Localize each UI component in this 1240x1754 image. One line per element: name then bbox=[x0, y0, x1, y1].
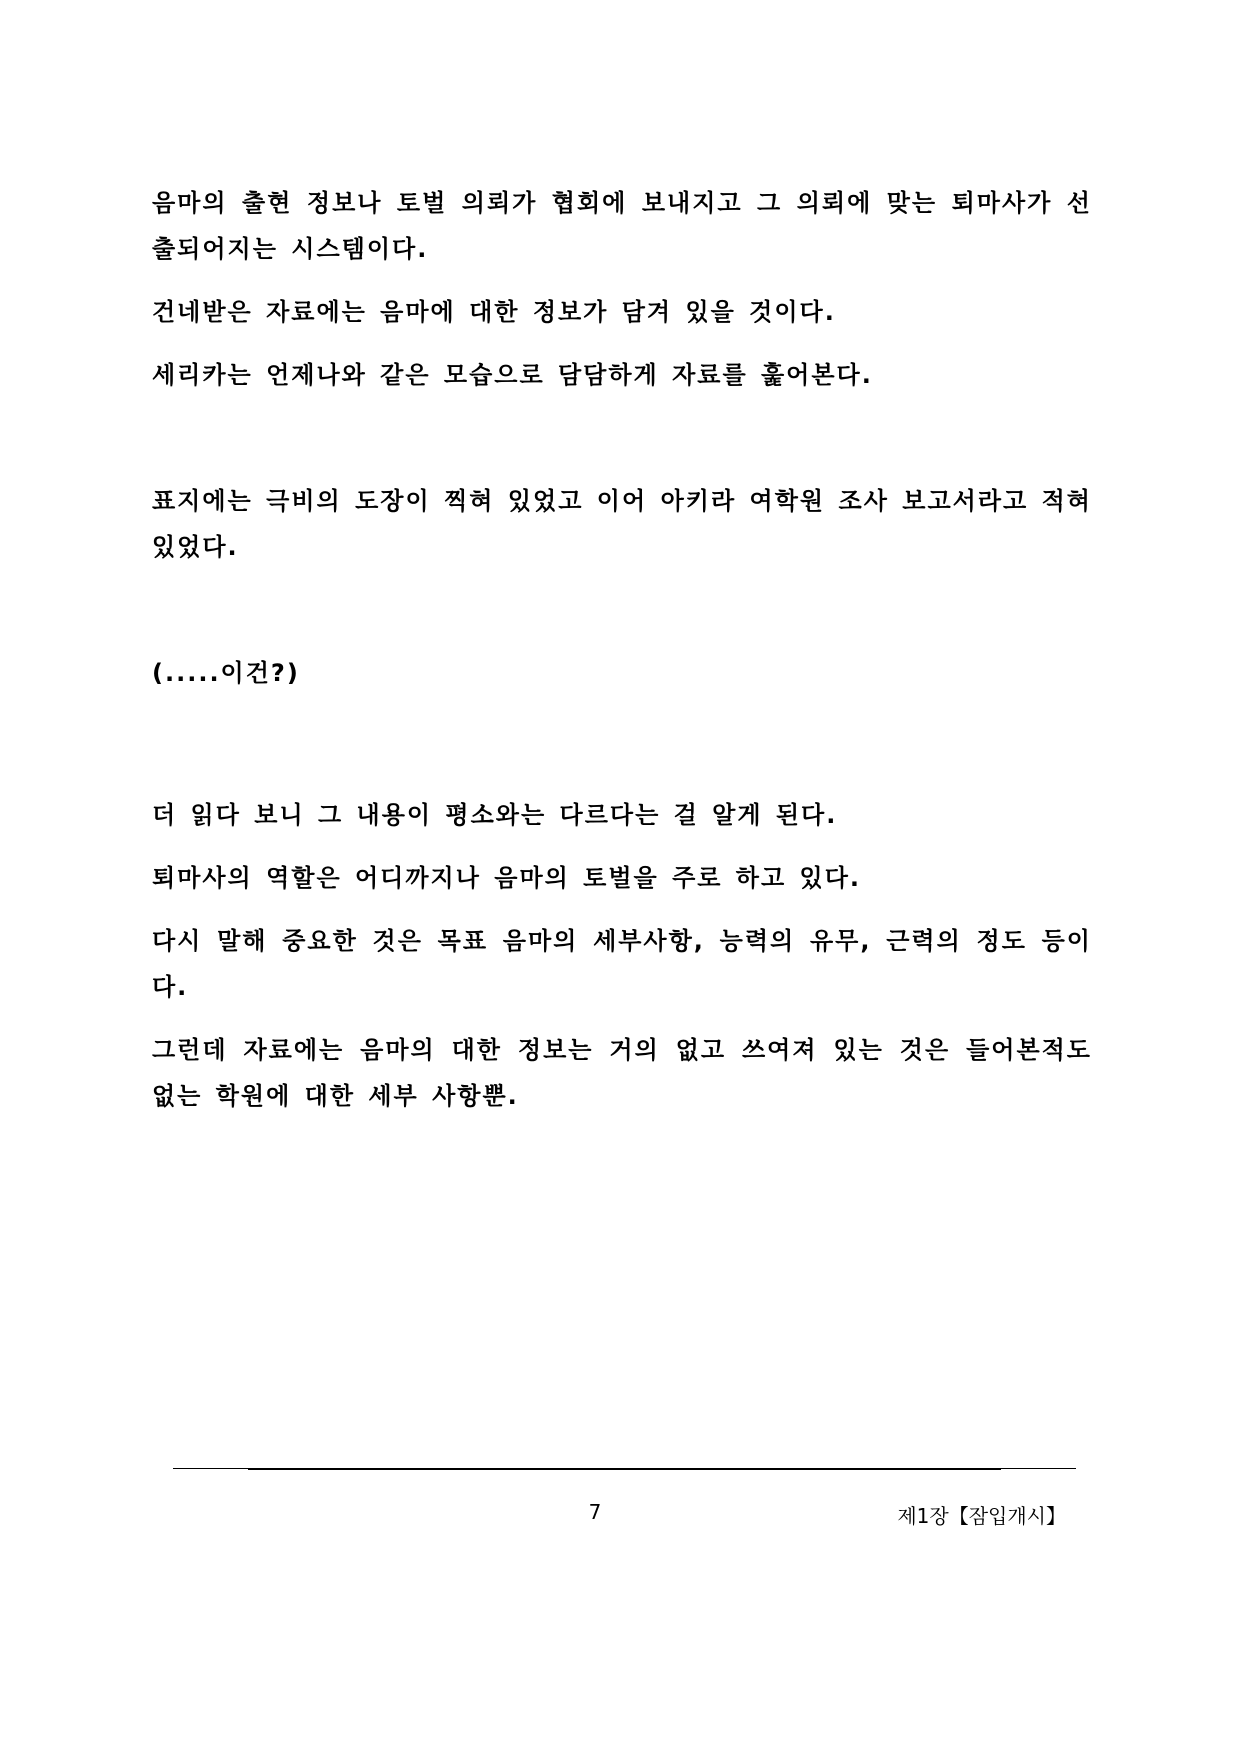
paragraph: 세리카는 언제나와 같은 모습으로 담담하게 자료를 훑어본다. bbox=[152, 361, 873, 389]
footer-divider-accent bbox=[248, 1468, 1001, 1470]
paragraph: 그런데 자료에는 음마의 대한 정보는 거의 없고 쓰여져 있는 것은 들어본적도 없는 학원에 대한 세부 사항뿐. bbox=[152, 1036, 1092, 1110]
body-text bbox=[152, 180, 1092, 1119]
paragraph: 다시 말해 중요한 것은 목표 음마의 세부사항, 능력의 유무, 근력의 정도 등이다. bbox=[152, 927, 1092, 1001]
paragraph: 퇴마사의 역할은 어디까지나 음마의 토벌을 주로 하고 있다. bbox=[152, 864, 862, 892]
page-number: 7 bbox=[588, 1500, 602, 1524]
paragraph: (.....이건?) bbox=[152, 659, 300, 687]
paragraph: 음마의 출현 정보나 토벌 의뢰가 협회에 보내지고 그 의뢰에 맞는 퇴마사가 선출되어지는 시스템이다. bbox=[152, 189, 1092, 263]
paragraph: 건네받은 자료에는 음마에 대한 정보가 담겨 있을 것이다. bbox=[152, 298, 836, 326]
chapter-title: 제1장【잠입개시】 bbox=[897, 1504, 1066, 1528]
paragraph: 표지에는 극비의 도장이 찍혀 있었고 이어 아키라 여학원 조사 보고서라고 적혀있었다. bbox=[152, 487, 1092, 561]
paragraph: 더 읽다 보니 그 내용이 평소와는 다르다는 걸 알게 된다. bbox=[152, 801, 838, 829]
